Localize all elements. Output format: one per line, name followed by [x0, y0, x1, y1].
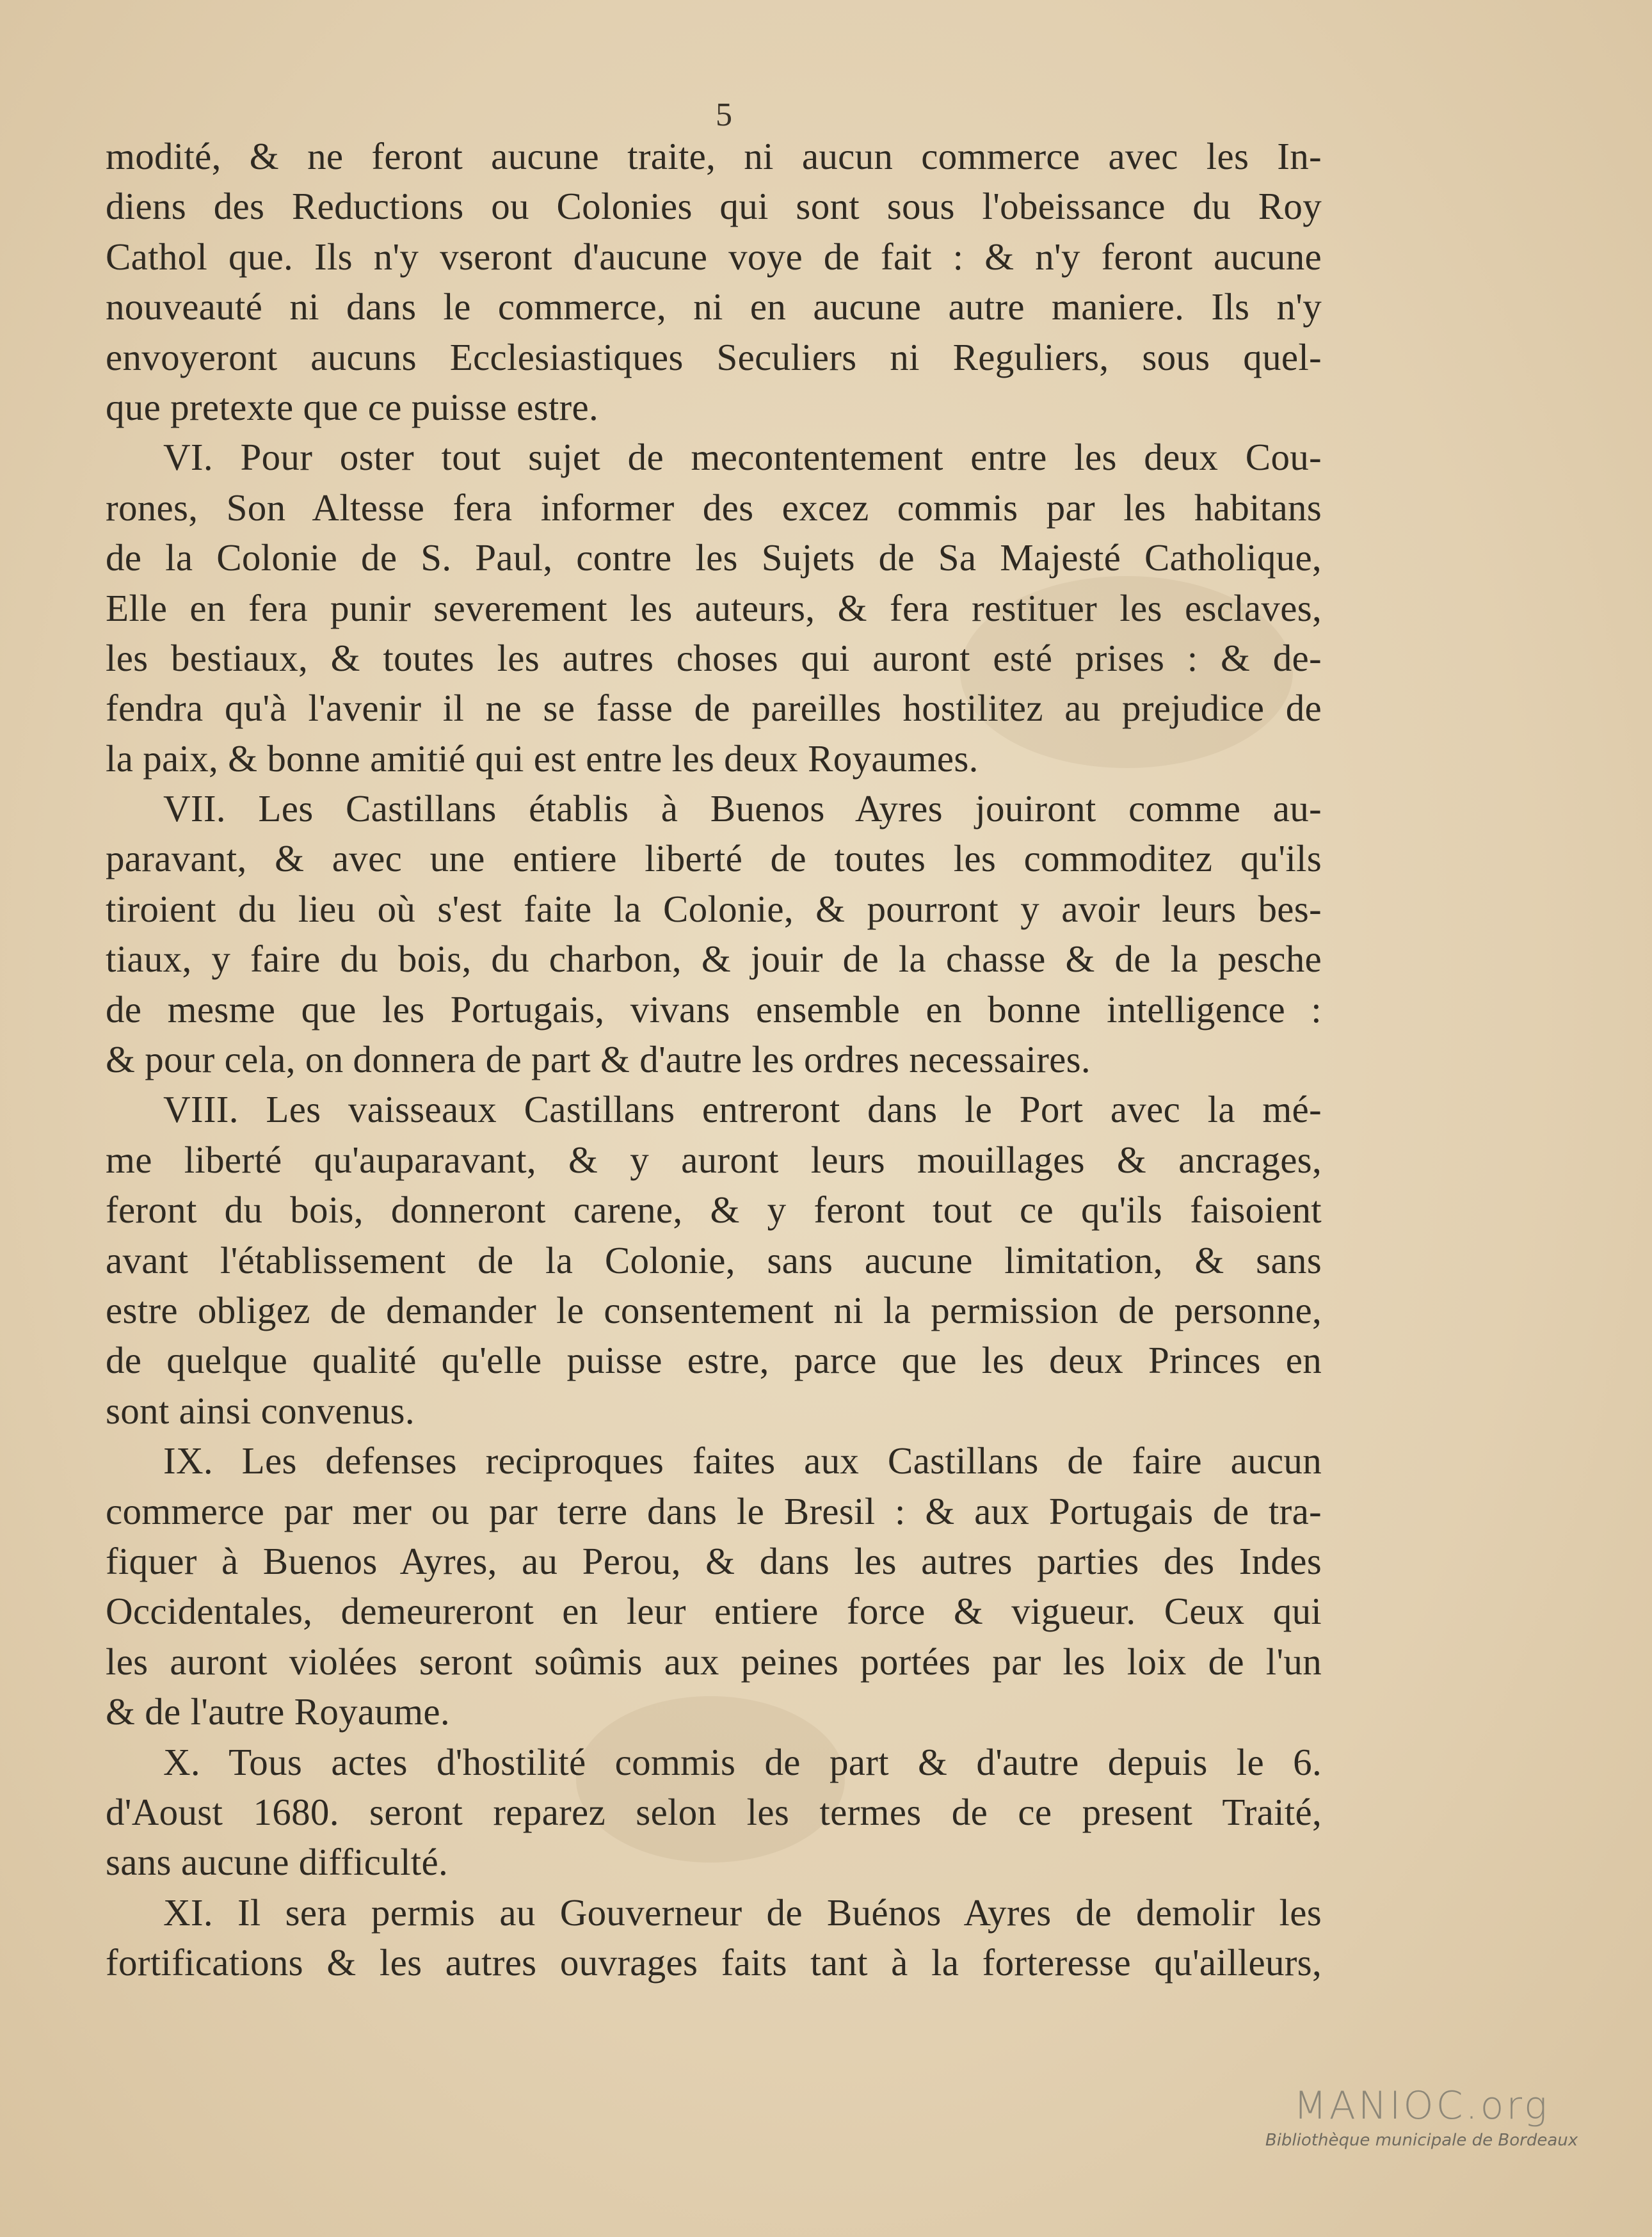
text-line: Elle en fera punir severement les auteurs, & fera restituer les esclaves, [106, 586, 1322, 629]
text-line: VIII. Les vaisseaux Castillans entreront dans le Port avec la mé- [163, 1088, 1322, 1131]
text-line: me liberté qu'auparavant, & y auront leurs mouillages & ancrages, [106, 1138, 1322, 1181]
text-line: X. Tous actes d'hostilité commis de part & d'autre depuis le 6. [163, 1740, 1322, 1783]
text-line: & pour cela, on donnera de part & d'autre les ordres necessaires. [106, 1038, 1091, 1081]
text-line: que pretexte que ce puisse estre. [106, 385, 599, 428]
text-line: modité, & ne feront aucune traite, ni aucun commerce avec les In- [106, 135, 1322, 177]
text-line: fortifications & les autres ouvrages faits tant à la forteresse qu'ailleurs, [106, 1941, 1322, 1984]
text-line: de la Colonie de S. Paul, contre les Sujets de Sa Majesté Catholique, [106, 536, 1322, 579]
text-line: les bestiaux, & toutes les autres choses qui auront esté prises : & de- [106, 636, 1322, 679]
text-line: tiaux, y faire du bois, du charbon, & jouir de la chasse & de la pesche [106, 938, 1322, 981]
text-line: estre obligez de demander le consentement ni la permission de personne, [106, 1288, 1322, 1331]
text-line: rones, Son Altesse fera informer des excez commis par les habitans [106, 486, 1322, 529]
text-line: fiquer à Buenos Ayres, au Perou, & dans les autres parties des Indes [106, 1539, 1322, 1582]
text-line: de mesme que les Portugais, vivans ensemble en bonne intelligence : [106, 988, 1322, 1030]
text-line: avant l'établissement de la Colonie, sans aucune limitation, & sans [106, 1239, 1322, 1281]
text-line: XI. Il sera permis au Gouverneur de Buénos Ayres de demolir les [163, 1891, 1322, 1934]
text-line: fendra qu'à l'avenir il ne se fasse de pareilles hostilitez au prejudice de [106, 687, 1322, 730]
text-line: IX. Les defenses reciproques faites aux Castillans de faire aucun [163, 1439, 1322, 1482]
text-line: nouveauté ni dans le commerce, ni en aucune autre maniere. Ils n'y [106, 285, 1322, 328]
text-line: diens des Reductions ou Colonies qui sont sous l'obeissance du Roy [106, 185, 1322, 228]
watermark-subtitle: Bibliothèque municipale de Bordeaux [1265, 2131, 1578, 2150]
text-line: Occidentales, demeureront en leur entiere force & vigueur. Ceux qui [106, 1590, 1322, 1633]
body-text [106, 131, 1322, 1987]
watermark-brand: MANIOC.org [1294, 2083, 1550, 2128]
text-line: & de l'autre Royaume. [106, 1690, 450, 1733]
text-line: VI. Pour oster tout sujet de mecontentement entre les deux Cou- [163, 436, 1322, 479]
text-line: tiroient du lieu où s'est faite la Colonie, & pourront y avoir leurs bes- [106, 887, 1322, 930]
text-line: paravant, & avec une entiere liberté de toutes les commoditez qu'ils [106, 837, 1322, 880]
text-line: la paix, & bonne amitié qui est entre les deux Royaumes. [106, 737, 979, 780]
text-line: Cathol que. Ils n'y vseront d'aucune voye de fait : & n'y feront aucune [106, 235, 1322, 278]
watermark [1230, 2083, 1614, 2150]
text-line: envoyeront aucuns Ecclesiastiques Seculiers ni Reguliers, sous quel- [106, 335, 1322, 378]
text-line: feront du bois, donneront carene, & y feront tout ce qu'ils faisoient [106, 1189, 1322, 1231]
text-line: sans aucune difficulté. [106, 1841, 448, 1884]
page-number: 5 [716, 97, 732, 133]
text-line: les auront violées seront soûmis aux peines portées par les loix de l'un [106, 1640, 1322, 1683]
text-line: de quelque qualité qu'elle puisse estre, parce que les deux Princes en [106, 1339, 1322, 1382]
text-line: sont ainsi convenus. [106, 1389, 415, 1432]
text-line: d'Aoust 1680. seront reparez selon les termes de ce present Traité, [106, 1790, 1322, 1833]
text-line: commerce par mer ou par terre dans le Bresil : & aux Portugais de tra- [106, 1489, 1322, 1532]
text-line: VII. Les Castillans établis à Buenos Ayres jouiront comme au- [163, 787, 1322, 830]
